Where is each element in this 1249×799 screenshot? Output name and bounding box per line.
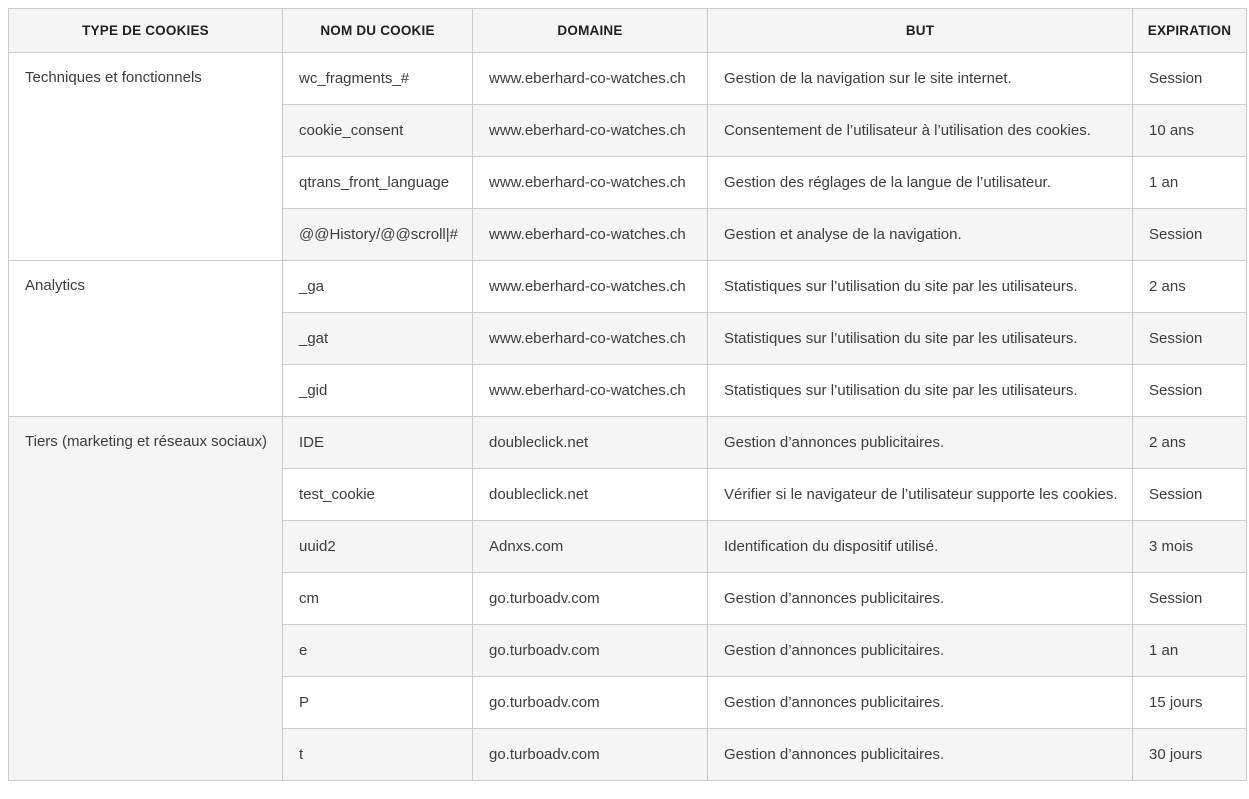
cell-purpose: Gestion et analyse de la navigation. <box>708 209 1133 261</box>
cell-cookie-name: _ga <box>283 261 473 313</box>
cell-purpose: Gestion d’annonces publicitaires. <box>708 677 1133 729</box>
cell-cookie-name: P <box>283 677 473 729</box>
cell-expiration: 15 jours <box>1133 677 1247 729</box>
cell-expiration: 2 ans <box>1133 417 1247 469</box>
column-header-purpose: BUT <box>708 9 1133 53</box>
cell-expiration: 1 an <box>1133 157 1247 209</box>
cell-purpose: Gestion d’annonces publicitaires. <box>708 417 1133 469</box>
cell-purpose: Gestion de la navigation sur le site internet. <box>708 53 1133 105</box>
cell-domain: go.turboadv.com <box>473 573 708 625</box>
cell-domain: www.eberhard-co-watches.ch <box>473 365 708 417</box>
cell-domain: www.eberhard-co-watches.ch <box>473 157 708 209</box>
cell-cookie-name: @@History/@@scroll|# <box>283 209 473 261</box>
cell-cookie-name: IDE <box>283 417 473 469</box>
cell-purpose: Statistiques sur l’utilisation du site par les utilisateurs. <box>708 365 1133 417</box>
column-header-expiration: EXPIRATION <box>1133 9 1247 53</box>
cell-expiration: 1 an <box>1133 625 1247 677</box>
cell-expiration: Session <box>1133 53 1247 105</box>
cell-expiration: Session <box>1133 469 1247 521</box>
cookies-table <box>8 8 1247 781</box>
table-row <box>9 53 1247 105</box>
cell-cookie-name: _gid <box>283 365 473 417</box>
cell-purpose: Consentement de l’utilisateur à l’utilisation des cookies. <box>708 105 1133 157</box>
cell-purpose: Gestion d’annonces publicitaires. <box>708 729 1133 781</box>
cell-purpose: Vérifier si le navigateur de l’utilisateur supporte les cookies. <box>708 469 1133 521</box>
cell-cookie-name: test_cookie <box>283 469 473 521</box>
cell-domain: go.turboadv.com <box>473 677 708 729</box>
cell-cookie-name: _gat <box>283 313 473 365</box>
cell-expiration: Session <box>1133 313 1247 365</box>
cell-purpose: Identification du dispositif utilisé. <box>708 521 1133 573</box>
cell-domain: doubleclick.net <box>473 417 708 469</box>
table-row <box>9 417 1247 469</box>
table-body <box>9 53 1247 781</box>
cell-domain: go.turboadv.com <box>473 729 708 781</box>
cell-cookie-name: wc_fragments_# <box>283 53 473 105</box>
cell-purpose: Gestion des réglages de la langue de l’utilisateur. <box>708 157 1133 209</box>
cell-expiration: Session <box>1133 209 1247 261</box>
cell-purpose: Gestion d’annonces publicitaires. <box>708 625 1133 677</box>
cell-domain: www.eberhard-co-watches.ch <box>473 105 708 157</box>
cell-cookie-type: Tiers (marketing et réseaux sociaux) <box>9 417 283 781</box>
header-row <box>9 9 1247 53</box>
cell-domain: Adnxs.com <box>473 521 708 573</box>
column-header-cookie-type: TYPE DE COOKIES <box>9 9 283 53</box>
cell-domain: www.eberhard-co-watches.ch <box>473 209 708 261</box>
cell-cookie-name: cm <box>283 573 473 625</box>
cell-expiration: Session <box>1133 573 1247 625</box>
cell-cookie-type: Techniques et fonctionnels <box>9 53 283 261</box>
cell-domain: www.eberhard-co-watches.ch <box>473 313 708 365</box>
cell-cookie-name: cookie_consent <box>283 105 473 157</box>
cell-domain: www.eberhard-co-watches.ch <box>473 261 708 313</box>
cell-purpose: Statistiques sur l’utilisation du site par les utilisateurs. <box>708 261 1133 313</box>
cell-purpose: Statistiques sur l’utilisation du site par les utilisateurs. <box>708 313 1133 365</box>
cell-expiration: 3 mois <box>1133 521 1247 573</box>
cell-cookie-name: qtrans_front_language <box>283 157 473 209</box>
column-header-domain: DOMAINE <box>473 9 708 53</box>
cell-cookie-name: t <box>283 729 473 781</box>
cell-expiration: 2 ans <box>1133 261 1247 313</box>
cell-domain: go.turboadv.com <box>473 625 708 677</box>
cell-domain: doubleclick.net <box>473 469 708 521</box>
cell-domain: www.eberhard-co-watches.ch <box>473 53 708 105</box>
table-header <box>9 9 1247 53</box>
cell-purpose: Gestion d’annonces publicitaires. <box>708 573 1133 625</box>
cell-expiration: 30 jours <box>1133 729 1247 781</box>
cell-expiration: 10 ans <box>1133 105 1247 157</box>
cell-cookie-name: e <box>283 625 473 677</box>
column-header-cookie-name: NOM DU COOKIE <box>283 9 473 53</box>
cell-expiration: Session <box>1133 365 1247 417</box>
cell-cookie-type: Analytics <box>9 261 283 417</box>
cell-cookie-name: uuid2 <box>283 521 473 573</box>
table-row <box>9 261 1247 313</box>
